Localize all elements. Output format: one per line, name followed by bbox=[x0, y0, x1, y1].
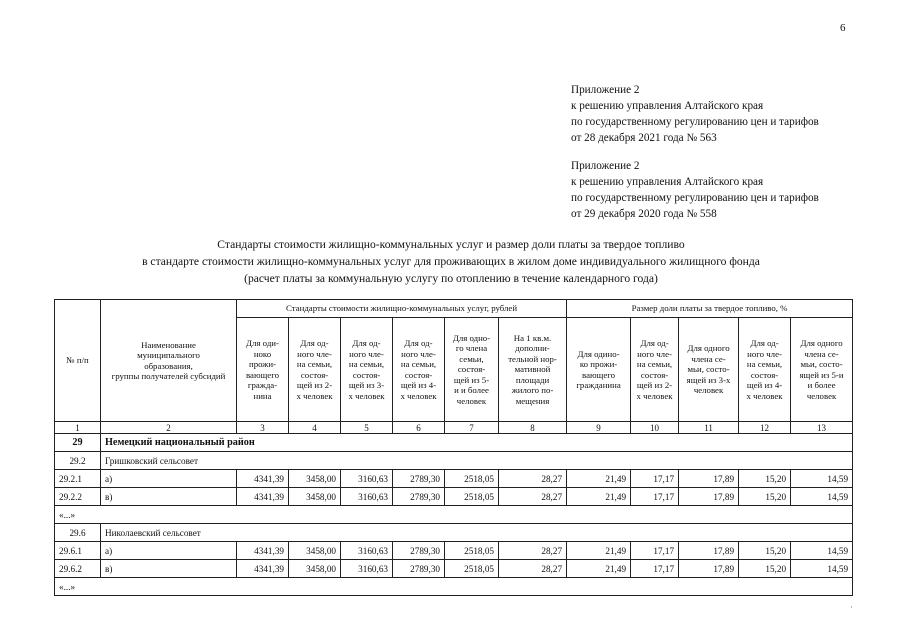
appendix-note-2021 bbox=[571, 82, 819, 146]
section-row bbox=[55, 524, 853, 542]
column-number: 4 bbox=[289, 422, 341, 434]
value-cell: 15,20 bbox=[739, 560, 791, 578]
document-title bbox=[0, 236, 902, 287]
header-subcolumn: Для одного члена се- мьи, состо- ящей из 3-х человек bbox=[679, 318, 739, 422]
value-cell: 4341,39 bbox=[237, 542, 289, 560]
value-cell: 17,89 bbox=[679, 560, 739, 578]
value-cell: 21,49 bbox=[567, 470, 631, 488]
value-cell: 17,17 bbox=[631, 488, 679, 506]
appendix-line: от 29 декабря 2020 года № 558 bbox=[571, 208, 717, 220]
title-line: (расчет платы за коммунальную услугу по отоплению в течение календарного года) bbox=[244, 272, 658, 285]
header-group-share: Размер доли платы за твердое топливо, % bbox=[567, 300, 853, 318]
value-cell: 28,27 bbox=[499, 470, 567, 488]
value-cell: 4341,39 bbox=[237, 470, 289, 488]
region-name: Немецкий национальный район bbox=[101, 434, 853, 452]
value-cell: 21,49 bbox=[567, 488, 631, 506]
value-cell: 28,27 bbox=[499, 560, 567, 578]
value-cell: 3160,63 bbox=[341, 542, 393, 560]
column-number: 11 bbox=[679, 422, 739, 434]
value-cell: 3160,63 bbox=[341, 470, 393, 488]
section-row bbox=[55, 452, 853, 470]
value-cell: 28,27 bbox=[499, 542, 567, 560]
ellipsis-text: «...» bbox=[55, 506, 853, 524]
value-cell: 21,49 bbox=[567, 542, 631, 560]
value-cell: 14,59 bbox=[791, 488, 853, 506]
ellipsis-row bbox=[55, 578, 853, 596]
value-cell: 17,89 bbox=[679, 488, 739, 506]
row-number: 29.2.2 bbox=[55, 488, 101, 506]
header-subcolumn: Для од- ного чле- на семьи, состоя- щей из 2- х человек bbox=[631, 318, 679, 422]
table-row bbox=[55, 470, 853, 488]
value-cell: 4341,39 bbox=[237, 560, 289, 578]
value-cell: 3458,00 bbox=[289, 560, 341, 578]
value-cell: 2518,05 bbox=[445, 470, 499, 488]
appendix-line: по государственному регулированию цен и тарифов bbox=[571, 192, 819, 204]
column-number: 1 bbox=[55, 422, 101, 434]
tariff-table bbox=[54, 299, 853, 596]
column-number: 2 bbox=[101, 422, 237, 434]
value-cell: 17,89 bbox=[679, 542, 739, 560]
header-subcolumn: Для од- ного чле- на семьи, состоя- щей из 4- х человек bbox=[393, 318, 445, 422]
header-subcolumn: Для од- ного чле- на семьи, состоя- щей из 2- х человек bbox=[289, 318, 341, 422]
appendix-line: Приложение 2 bbox=[571, 160, 640, 172]
header-col-number: № п/п bbox=[55, 300, 101, 422]
value-cell: 17,17 bbox=[631, 470, 679, 488]
column-number: 10 bbox=[631, 422, 679, 434]
row-group: а) bbox=[101, 470, 237, 488]
header-subcolumn: Для оди- ноко прожи- вающего гражда- нина bbox=[237, 318, 289, 422]
section-name: Николаевский сельсовет bbox=[101, 524, 853, 542]
header-group-standards: Стандарты стоимости жилищно-коммунальных услуг, рублей bbox=[237, 300, 567, 318]
value-cell: 3160,63 bbox=[341, 488, 393, 506]
table-row bbox=[55, 542, 853, 560]
row-group: в) bbox=[101, 560, 237, 578]
appendix-line: к решению управления Алтайского края bbox=[571, 176, 764, 188]
value-cell: 2518,05 bbox=[445, 560, 499, 578]
ellipsis-text: «...» bbox=[55, 578, 853, 596]
value-cell: 2789,30 bbox=[393, 470, 445, 488]
value-cell: 3160,63 bbox=[341, 560, 393, 578]
title-line: в стандарте стоимости жилищно-коммунальных услуг для проживающих в жилом доме индивидуального жилищного фонда bbox=[142, 255, 760, 268]
section-name: Гришковский сельсовет bbox=[101, 452, 853, 470]
column-number: 13 bbox=[791, 422, 853, 434]
header-col-name: Наименование муниципального образования, группы получателей субсидий bbox=[101, 300, 237, 422]
ellipsis-row bbox=[55, 506, 853, 524]
row-group: а) bbox=[101, 542, 237, 560]
value-cell: 3458,00 bbox=[289, 488, 341, 506]
header-subcolumn: Для од- ного чле- на семьи, состоя- щей из 3- х человек bbox=[341, 318, 393, 422]
value-cell: 4341,39 bbox=[237, 488, 289, 506]
value-cell: 14,59 bbox=[791, 560, 853, 578]
section-number: 29.6 bbox=[55, 524, 101, 542]
header-subcolumn: Для од- ного чле- на семьи, состоя- щей из 4- х человек bbox=[739, 318, 791, 422]
row-number: 29.6.1 bbox=[55, 542, 101, 560]
value-cell: 2789,30 bbox=[393, 488, 445, 506]
column-number: 8 bbox=[499, 422, 567, 434]
region-number: 29 bbox=[55, 434, 101, 452]
column-number: 6 bbox=[393, 422, 445, 434]
value-cell: 21,49 bbox=[567, 560, 631, 578]
value-cell: 17,17 bbox=[631, 542, 679, 560]
table-row bbox=[55, 488, 853, 506]
value-cell: 2518,05 bbox=[445, 542, 499, 560]
value-cell: 2789,30 bbox=[393, 542, 445, 560]
section-number: 29.2 bbox=[55, 452, 101, 470]
value-cell: 17,89 bbox=[679, 470, 739, 488]
value-cell: 2518,05 bbox=[445, 488, 499, 506]
table-row bbox=[55, 560, 853, 578]
row-number: 29.2.1 bbox=[55, 470, 101, 488]
header-subcolumn: Для одного члена се- мьи, состо- ящей из 5-и и более человек bbox=[791, 318, 853, 422]
row-group: в) bbox=[101, 488, 237, 506]
value-cell: 15,20 bbox=[739, 470, 791, 488]
value-cell: 3458,00 bbox=[289, 542, 341, 560]
page-number: 6 bbox=[840, 22, 846, 34]
value-cell: 15,20 bbox=[739, 488, 791, 506]
value-cell: 2789,30 bbox=[393, 560, 445, 578]
header-subcolumn: На 1 кв.м. дополни- тельной нор- мативной площади жилого по- мещения bbox=[499, 318, 567, 422]
column-number: 3 bbox=[237, 422, 289, 434]
column-number: 9 bbox=[567, 422, 631, 434]
row-number: 29.6.2 bbox=[55, 560, 101, 578]
appendix-line: по государственному регулированию цен и тарифов bbox=[571, 116, 819, 128]
header-subcolumn: Для одно- го члена семьи, состоя- щей из 5- и и более человек bbox=[445, 318, 499, 422]
value-cell: 3458,00 bbox=[289, 470, 341, 488]
appendix-note-2020 bbox=[571, 158, 819, 222]
title-line: Стандарты стоимости жилищно-коммунальных услуг и размер доли платы за твердое топливо bbox=[217, 238, 685, 251]
value-cell: 15,20 bbox=[739, 542, 791, 560]
appendix-line: Приложение 2 bbox=[571, 84, 640, 96]
scan-mark: · bbox=[850, 602, 853, 612]
value-cell: 17,17 bbox=[631, 560, 679, 578]
appendix-line: от 28 декабря 2021 года № 563 bbox=[571, 132, 717, 144]
value-cell: 14,59 bbox=[791, 470, 853, 488]
column-number: 7 bbox=[445, 422, 499, 434]
header-subcolumn: Для одино- ко прожи- вающего гражданина bbox=[567, 318, 631, 422]
column-number: 12 bbox=[739, 422, 791, 434]
value-cell: 28,27 bbox=[499, 488, 567, 506]
column-number: 5 bbox=[341, 422, 393, 434]
value-cell: 14,59 bbox=[791, 542, 853, 560]
appendix-line: к решению управления Алтайского края bbox=[571, 100, 764, 112]
